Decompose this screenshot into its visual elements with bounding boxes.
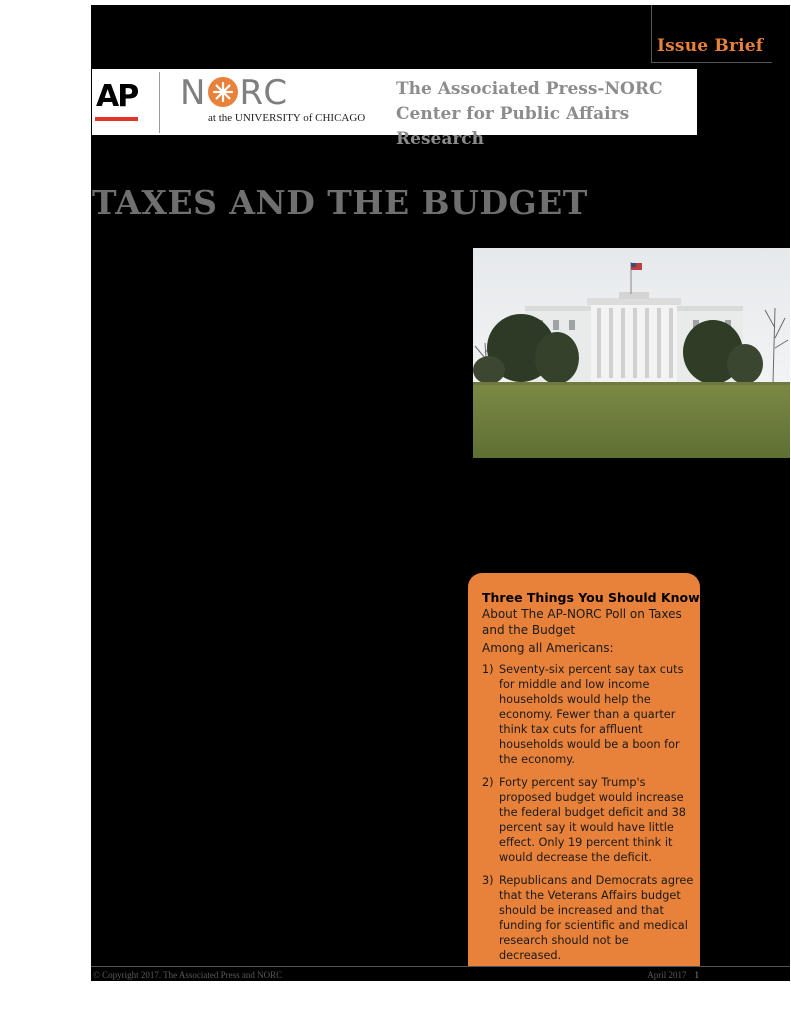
uchicago-tagline: at the UNIVERSITY of CHICAGO xyxy=(208,112,366,124)
footer-divider xyxy=(91,966,790,967)
ap-logo-underline xyxy=(95,117,138,121)
document-title: TAXES AND THE BUDGET xyxy=(92,183,588,222)
sidebar-heading: Three Things You Should Know xyxy=(482,590,700,605)
center-name-line1: The Associated Press-NORC xyxy=(396,79,663,99)
header-divider-vertical xyxy=(651,5,652,63)
publication-date: April 2017 xyxy=(647,970,687,980)
list-item-text: Forty percent say Trump's proposed budget would increase the federal budget deficit and 38 percent say it would have little effect. Only 19 percent think it would decrease the deficit. xyxy=(499,776,686,864)
ap-logo: AP xyxy=(96,79,138,114)
key-findings-sidebar xyxy=(468,573,700,966)
page-number: 1 xyxy=(694,970,699,980)
list-item-number: 2) xyxy=(482,776,494,789)
list-item xyxy=(482,775,694,865)
list-item xyxy=(482,662,694,767)
list-item-text: Seventy-six percent say tax cuts for middle and low income households would help the economy. Fewer than a quarter think tax cuts for affluent households would be a boon for the economy. xyxy=(499,663,684,766)
issue-brief-label: Issue Brief xyxy=(657,36,764,56)
copyright-notice: © Copyright 2017. The Associated Press and NORC xyxy=(93,970,283,980)
list-item-number: 1) xyxy=(482,663,494,676)
norc-star-icon xyxy=(208,77,238,107)
white-house-photo xyxy=(473,248,790,458)
center-name-line2: Center for Public Affairs Research xyxy=(396,104,630,149)
norc-logo xyxy=(180,75,289,111)
list-item-number: 3) xyxy=(482,874,494,887)
findings-list xyxy=(482,662,694,971)
center-name xyxy=(396,77,697,152)
norc-letters-rc: RC xyxy=(239,73,290,113)
logo-divider xyxy=(159,72,160,133)
norc-letter-n: N xyxy=(180,73,208,113)
list-item xyxy=(482,873,694,963)
logo-banner xyxy=(92,69,697,149)
list-item-text: Republicans and Democrats agree that the Veterans Affairs budget should be increased and that funding for scientific and medical research should not be decreased. xyxy=(499,874,694,962)
sidebar-subheading: About The AP-NORC Poll on Taxes and the Budget xyxy=(482,607,682,637)
header-divider-horizontal xyxy=(651,62,772,63)
sidebar-intro: Among all Americans: xyxy=(482,641,614,655)
footer-date-page xyxy=(647,970,699,980)
